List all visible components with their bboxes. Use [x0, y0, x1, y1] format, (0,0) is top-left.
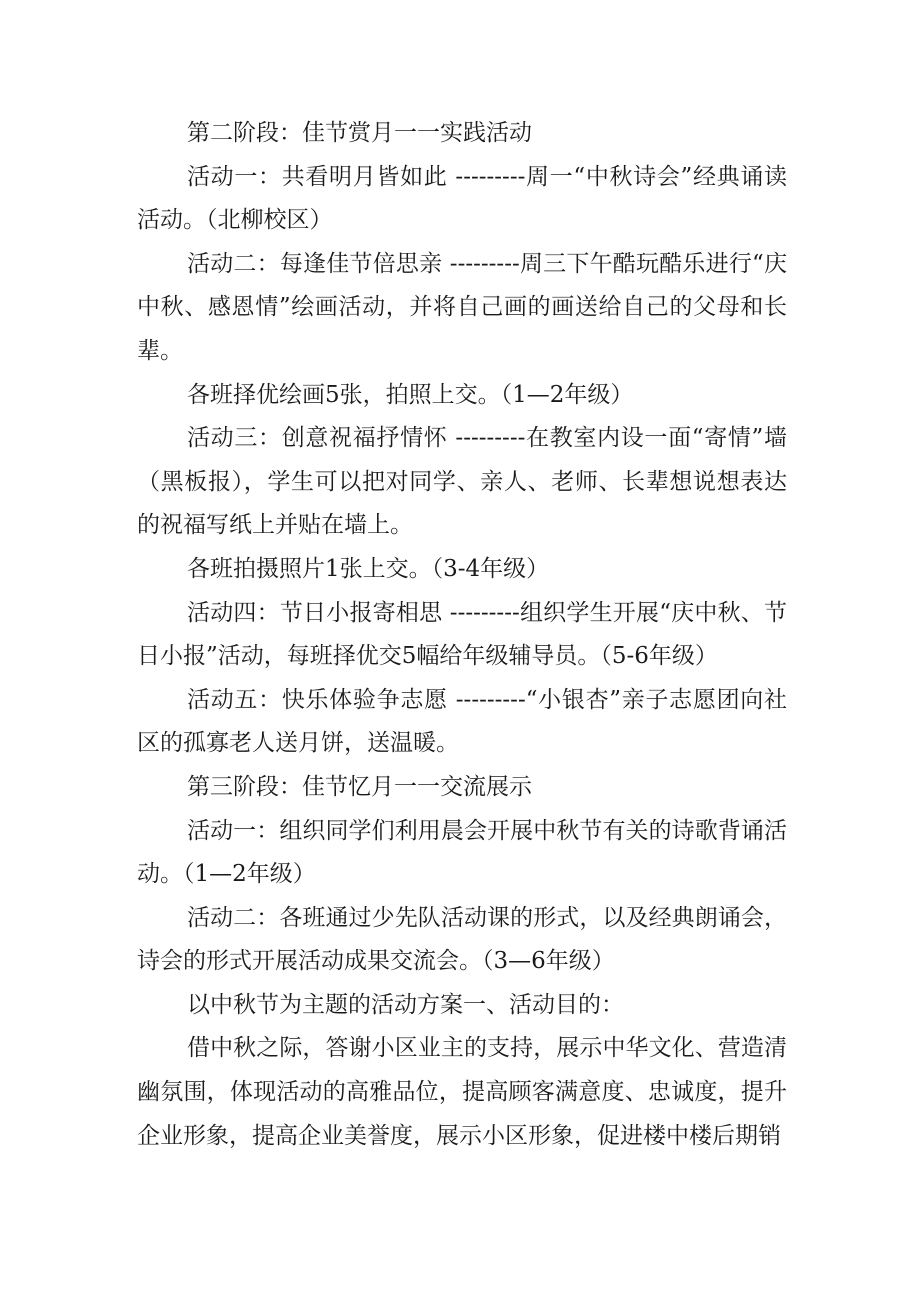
document-body: [137, 112, 787, 1158]
paragraph-stage-three-activity-one: 活动一：组织同学们利用晨会开展中秋节有关的诗歌背诵活动。（1—2年级）: [137, 817, 787, 888]
paragraph-stage-three-heading: 第三阶段：佳节忆月一一交流展示: [187, 773, 532, 800]
paragraph-stage-three-activity-two: 活动二：各班通过少先队活动课的形式，以及经典朗诵会，诗会的形式开展活动成果交流会。（3—6年级）: [137, 904, 787, 975]
paragraph-photo-submission: 各班拍摄照片1张上交。（3-4年级）: [187, 555, 550, 582]
paragraph-painting-submission: 各班择优绘画5张，拍照上交。（1—2年级）: [187, 381, 634, 408]
paragraph-activity-two: 活动二：每逢佳节倍思亲 ---------周三下午酷玩酷乐进行“庆中秋、感恩情”绘画活动，并将自己画的画送给自己的父母和长辈。: [137, 250, 787, 364]
paragraph-stage-two-heading: 第二阶段：佳节赏月一一实践活动: [187, 120, 532, 146]
paragraph-activity-one: 活动一：共看明月皆如此 ---------周一“中秋诗会”经典诵读活动。（北柳校区）: [137, 163, 787, 234]
paragraph-plan-purpose-heading: 以中秋节为主题的活动方案一、活动目的：: [187, 991, 624, 1018]
paragraph-plan-purpose-body: 借中秋之际，答谢小区业主的支持，展示中华文化、营造清幽氛围，体现活动的高雅品位，提高顾客满意度、忠诚度，提升企业形象，提高企业美誉度，展示小区形象，促进楼中楼后期销: [137, 1035, 787, 1149]
paragraph-activity-four: 活动四：节日小报寄相思 ---------组织学生开展“庆中秋、节日小报”活动，每班择优交5幅给年级辅导员。（5-6年级）: [137, 599, 787, 670]
paragraph-activity-five: 活动五：快乐体验争志愿 ---------“小银杏”亲子志愿团向社区的孤寡老人送月饼，送温暖。: [137, 686, 787, 757]
paragraph-activity-three: 活动三：创意祝福抒情怀 ---------在教室内设一面“寄情”墙（黑板报），学生可以把对同学、亲人、老师、长辈想说想表达的祝福写纸上并贴在墙上。: [137, 425, 787, 539]
